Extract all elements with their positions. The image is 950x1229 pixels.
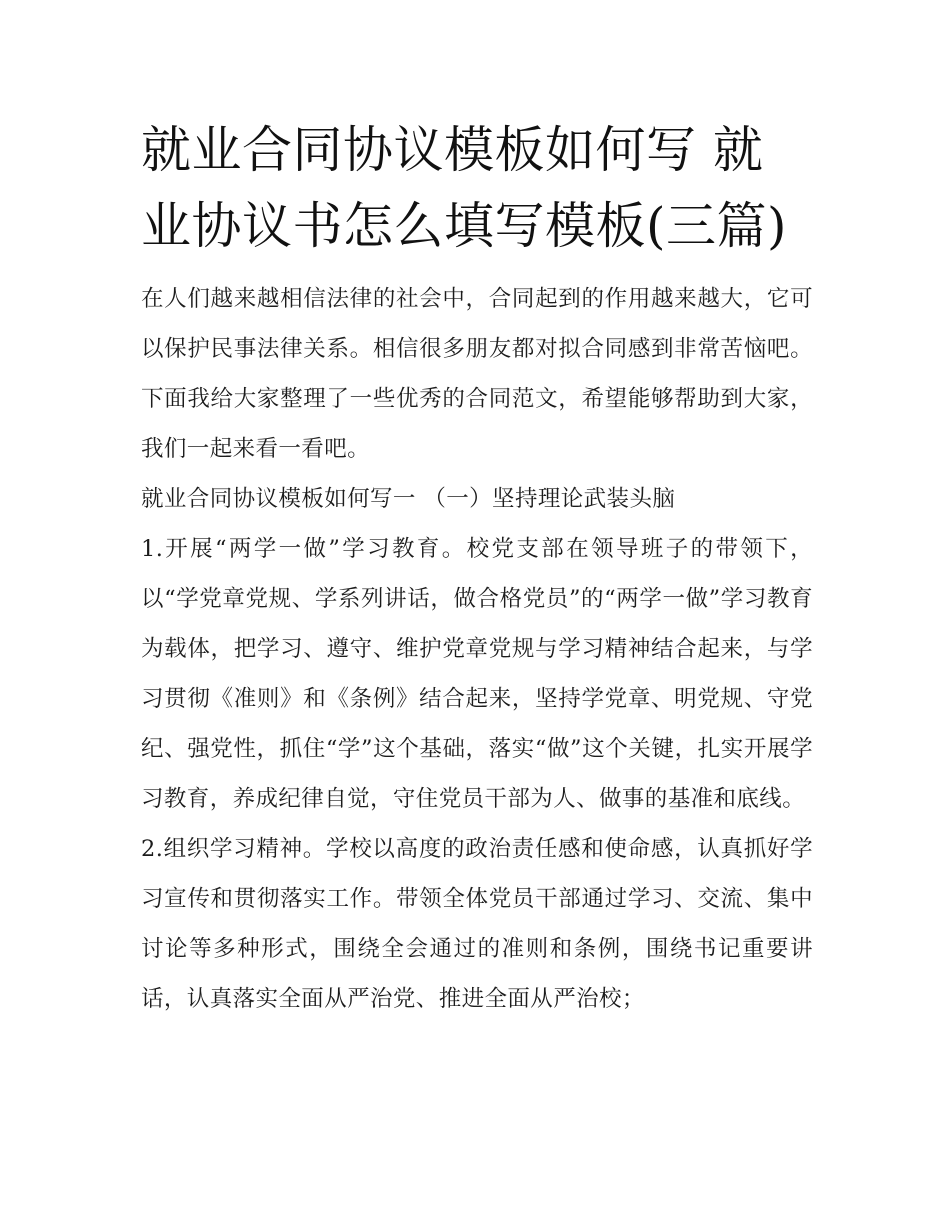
section-heading: 就业合同协议模板如何写一 （一）坚持理论武装头脑 xyxy=(141,486,676,512)
item-2-paragraph: 2.组织学习精神。学校以高度的政治责任感和使命感，认真抓好学习宣传和贯彻落实工作。带领全体党员干部通过学习、交流、集中讨论等多种形式，围绕全会通过的准则和条例，围绕书记重要讲话，认真落实全面从严治党、推进全面从严治校； xyxy=(141,836,813,1012)
document-title: 就业合同协议模板如何写 就业协议书怎么填写模板(三篇) xyxy=(141,121,788,255)
item-1-paragraph: 1.开展“两学一做”学习教育。校党支部在领导班子的带领下，以“学党章党规、学系列讲话，做合格党员”的“两学一做”学习教育为载体，把学习、遵守、维护党章党规与学习精神结合起来，与学习贯彻《准则》和《条例》结合起来，坚持学党章、明党规、守党纪、强党性，抓住“学”这个基础，落实“做”这个关键，扎实开展学习教育，养成纪律自觉，守住党员干部为人、做事的基准和底线。 xyxy=(141,536,813,812)
intro-paragraph: 在人们越来越相信法律的社会中，合同起到的作用越来越大，它可以保护民事法律关系。相信很多朋友都对拟合同感到非常苦恼吧。下面我给大家整理了一些优秀的合同范文，希望能够帮助到大家，我们一起来看一看吧。 xyxy=(141,286,813,462)
document-body xyxy=(141,112,813,1024)
